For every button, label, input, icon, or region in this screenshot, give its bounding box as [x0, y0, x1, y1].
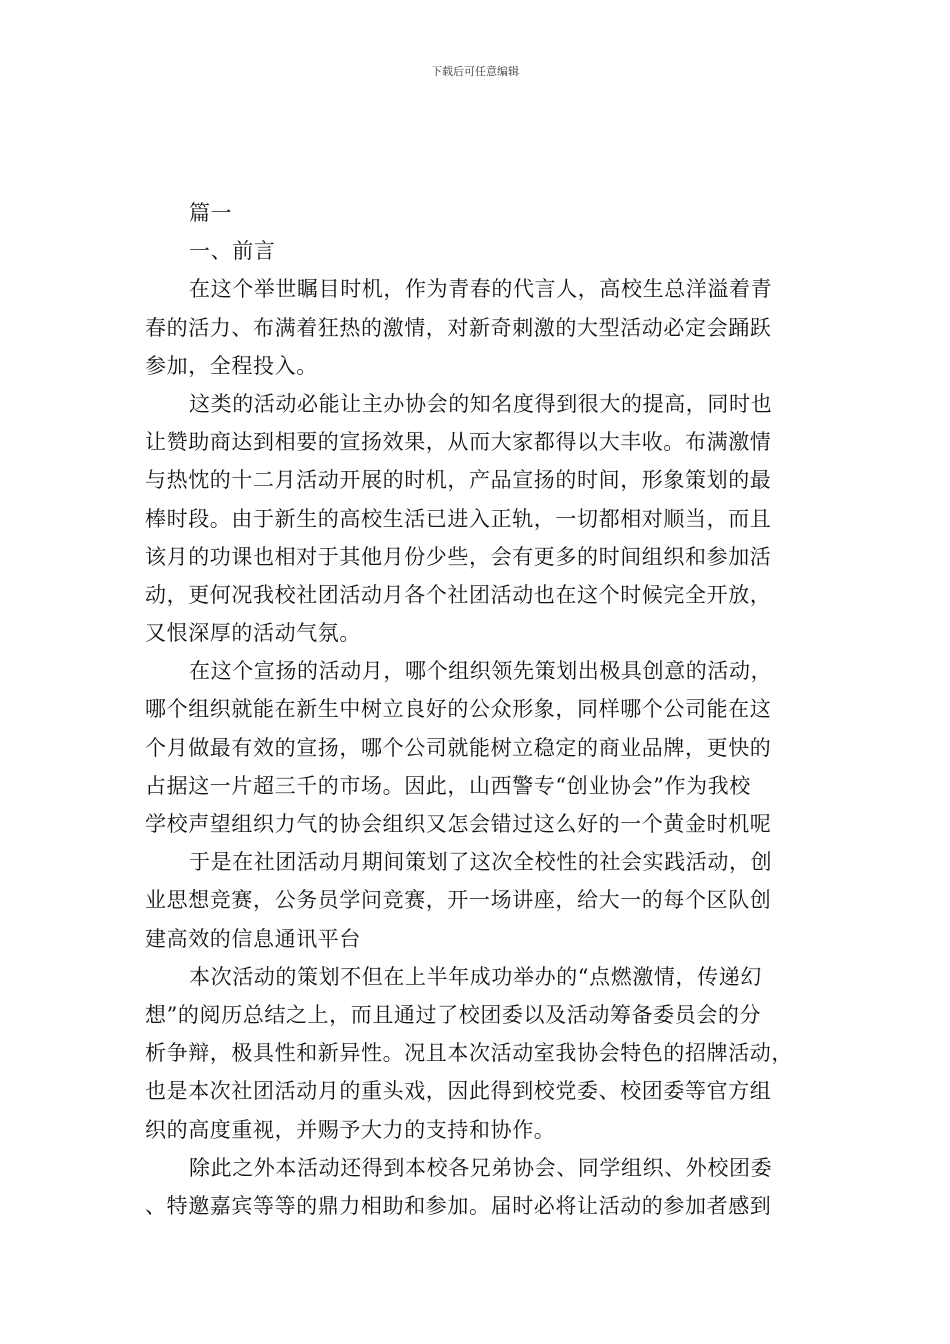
text-line: 又恨深厚的活动气氛。 — [145, 621, 361, 646]
text-line: 动，更何况我校社团活动月各个社团活动也在这个时候完全开放， — [145, 582, 772, 607]
text-line: 参加，全程投入。 — [145, 353, 318, 378]
text-line: 析争辩，极具性和新异性。况且本次活动室我协会特色的招牌活动， — [145, 1041, 793, 1066]
text-line: 与热忱的十二月活动开展的时机，产品宣扬的时间，形象策划的最 — [145, 468, 772, 493]
text-line: 建高效的信息通讯平台 — [145, 926, 361, 951]
text-line: 业思想竞赛，公务员学问竞赛，开一场讲座，给大一的每个区队创 — [145, 888, 772, 913]
text-line: 个月做最有效的宣扬，哪个公司就能树立稳定的商业品牌，更快的 — [145, 735, 772, 760]
text-line: 本次活动的策划不但在上半年成功举办的“点燃激情，传递幻 — [189, 964, 762, 989]
text-line: 于是在社团活动月期间策划了这次全校性的社会实践活动，创 — [189, 850, 773, 875]
text-line: 一、前言 — [189, 239, 276, 264]
text-line: 想”的阅历总结之上，而且通过了校团委以及活动筹备委员会的分 — [145, 1002, 762, 1027]
text-line: 棒时段。由于新生的高校生活已进入正轨，一切都相对顺当，而且 — [145, 506, 772, 531]
text-line: 这类的活动必能让主办协会的知名度得到很大的提高，同时也 — [189, 391, 773, 416]
document-body — [145, 194, 810, 1225]
text-line: 也是本次社团活动月的重头戏，因此得到校党委、校团委等官方组 — [145, 1079, 772, 1104]
text-line: 在这个宣扬的活动月，哪个组织领先策划出极具创意的活动， — [189, 659, 773, 684]
text-line: 占据这一片超三千的市场。因此，山西警专“创业协会”作为我校 — [145, 773, 751, 798]
text-line: 织的高度重视，并赐予大力的支持和协作。 — [145, 1117, 556, 1142]
text-line: 哪个组织就能在新生中树立良好的公众形象，同样哪个公司能在这 — [145, 697, 772, 722]
text-line: 该月的功课也相对于其他月份少些，会有更多的时间组织和参加活 — [145, 544, 772, 569]
text-line: 在这个举世瞩目时机，作为青春的代言人，高校生总洋溢着青 — [189, 277, 773, 302]
text-line: 篇一 — [189, 201, 233, 225]
text-line: 学校声望组织力气的协会组织又怎会错过这么好的一个黄金时机呢 — [145, 812, 772, 836]
text-line: 除此之外本活动还得到本校各兄弟协会、同学组织、外校团委 — [189, 1155, 773, 1180]
text-line: 、特邀嘉宾等等的鼎力相助和参加。届时必将让活动的参加者感到 — [145, 1193, 772, 1218]
page-header-note: 下载后可任意编辑 — [431, 65, 519, 78]
text-line: 让赞助商达到相要的宣扬效果，从而大家都得以大丰收。布满激情 — [145, 430, 772, 455]
text-line: 春的活力、布满着狂热的激情，对新奇刺激的大型活动必定会踊跃 — [145, 315, 772, 340]
